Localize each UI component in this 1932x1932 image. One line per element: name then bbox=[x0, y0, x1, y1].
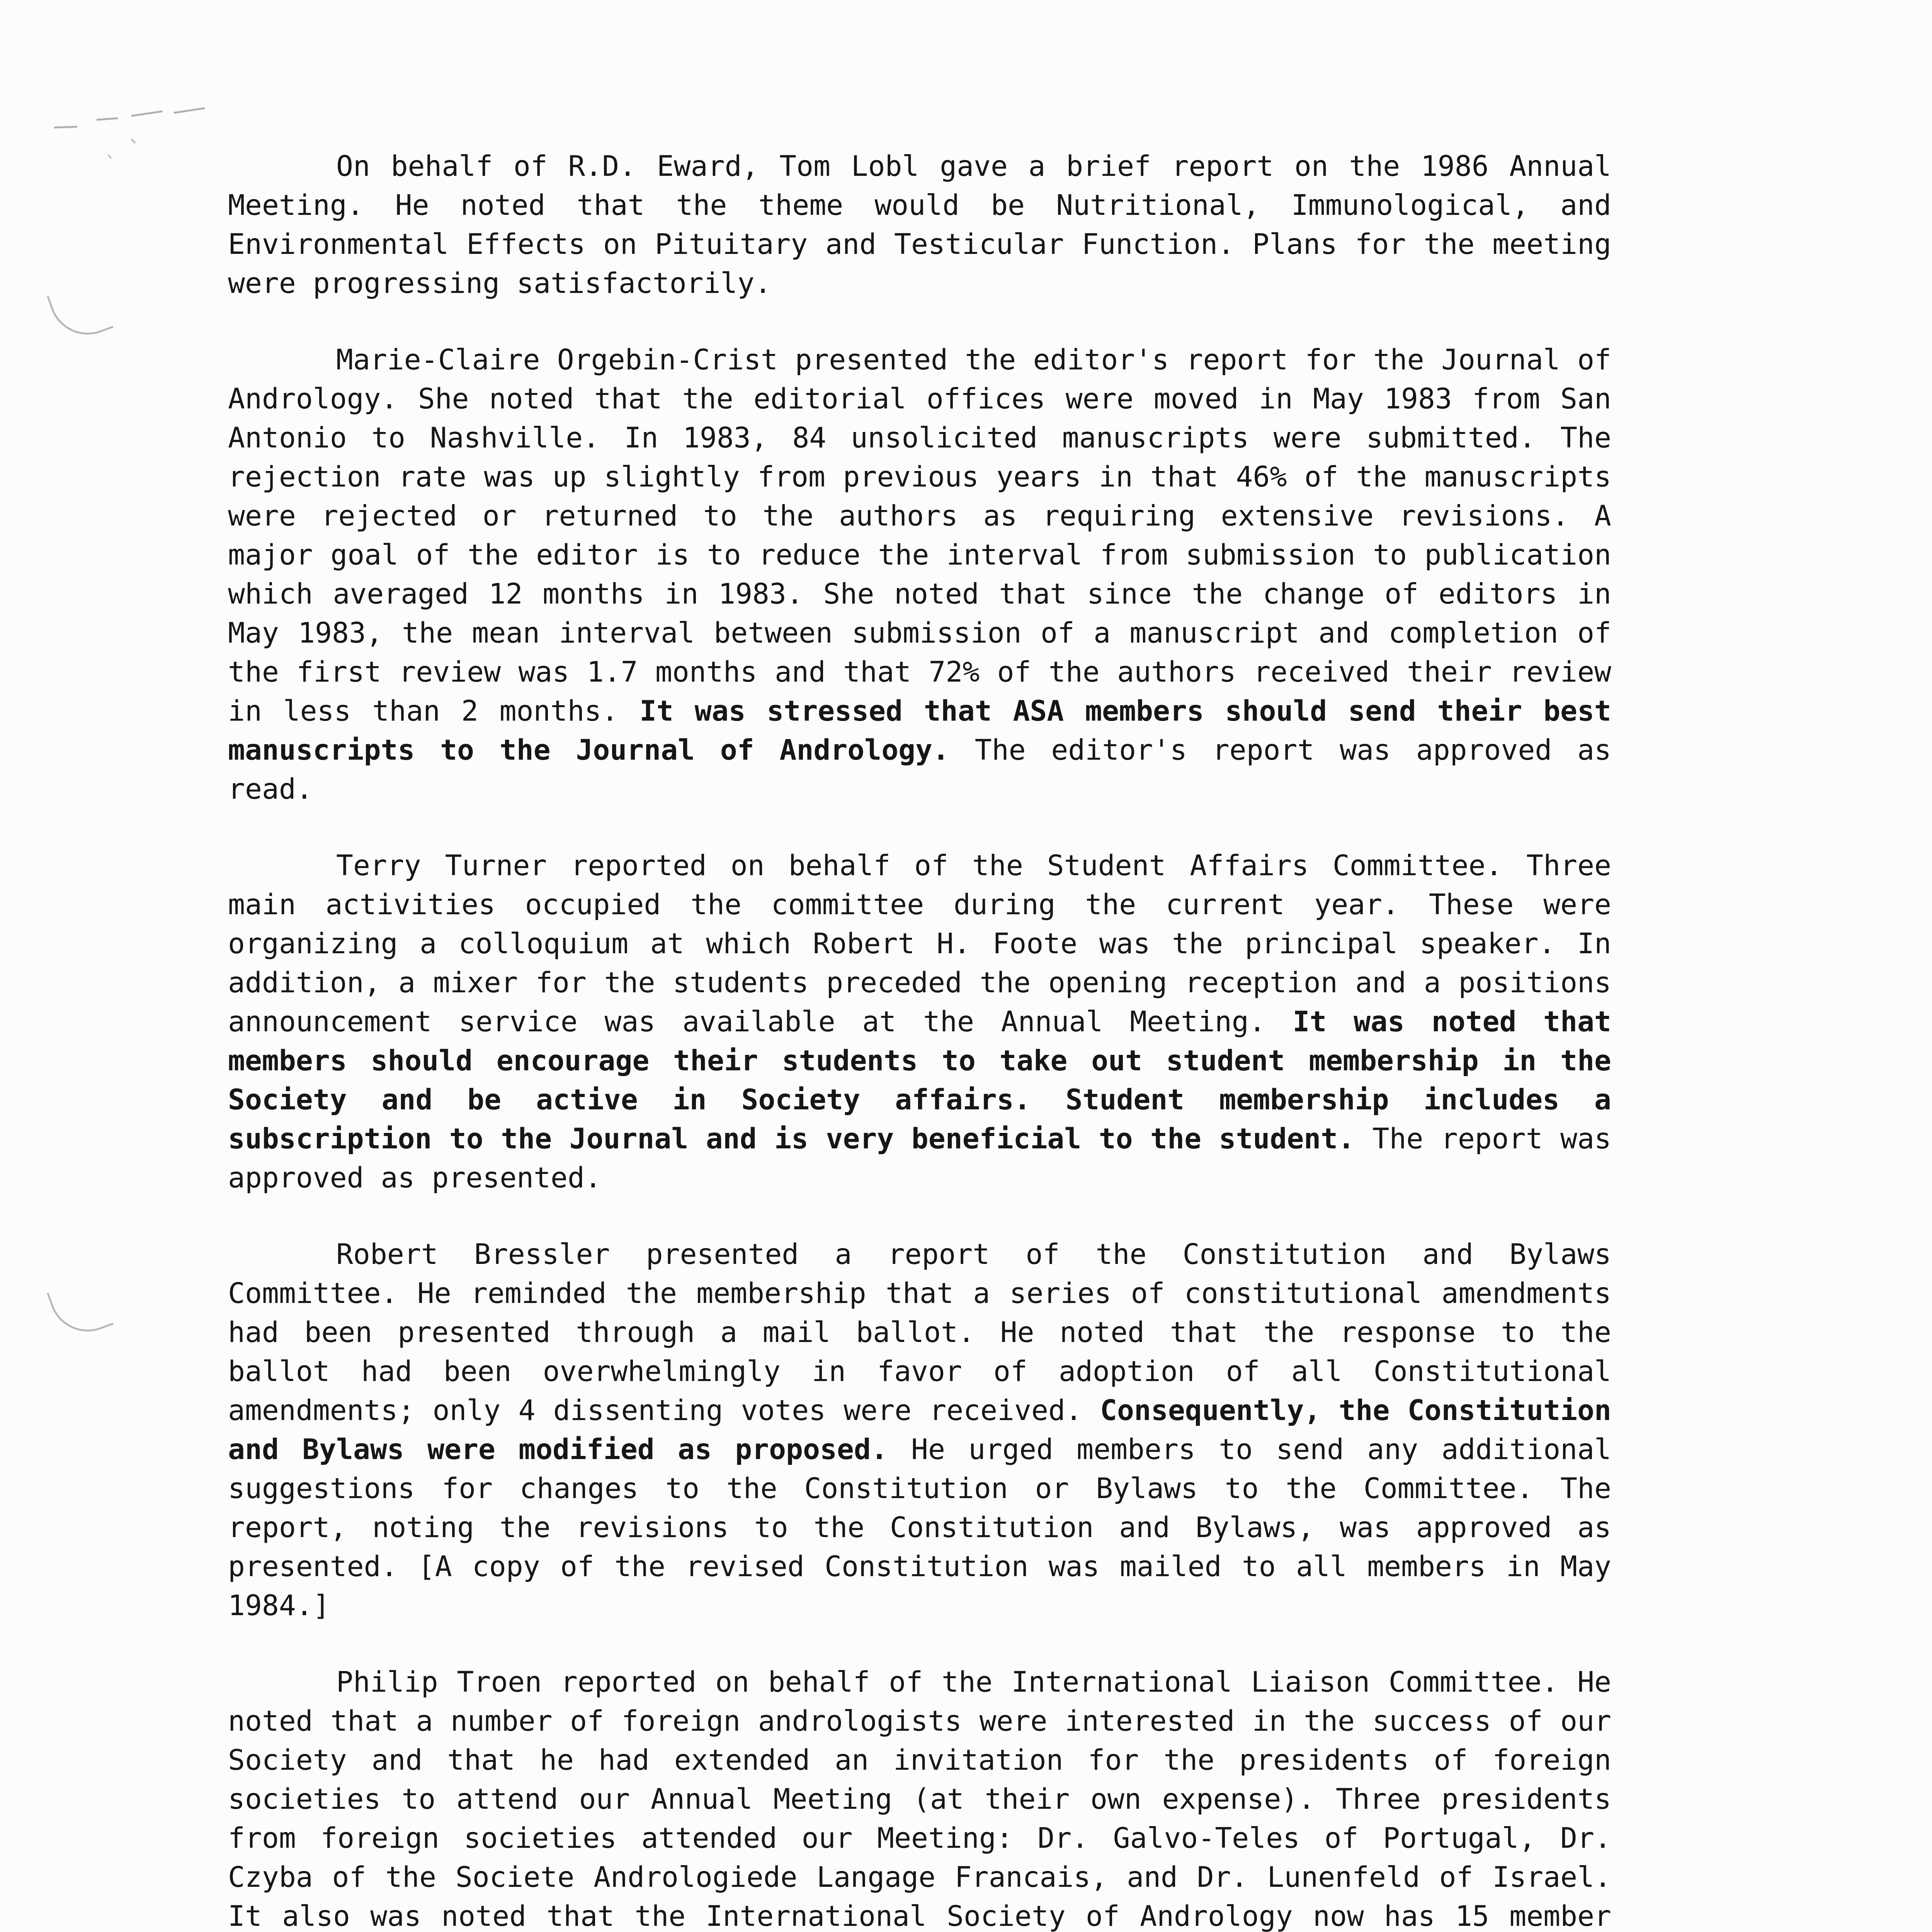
paragraph-annual-meeting bbox=[228, 147, 1611, 303]
paragraph-student-affairs bbox=[228, 846, 1611, 1197]
paragraph-text: Terry Turner reported on behalf of the Student Affairs Committee. Three main activities occupied the committee during the current year. These were organizing a colloquium at which Robert H. Foote was the principal speaker. In addition, a mixer for the students preceded the opening reception and a positions announcement service was available at the Annual Meeting. bbox=[228, 849, 1611, 1038]
document-body bbox=[228, 147, 1611, 1932]
paragraph-text: Philip Troen reported on behalf of the International Liaison Committee. He noted that a number of foreign andrologists were interested in the success of our Society and that he had extended an invitation for the presidents of foreign societies to attend our Annual Meeting (at their own expense). Three presidents from foreign societies attended our Meeting: Dr. Galvo-Teles of Portugal, Dr. Czyba of the Societe Andrologiede Langage Francais, and Dr. Lunenfeld of Israel. It also was noted that the International Society of Andrology now has 15 member bbox=[228, 1666, 1611, 1932]
paragraph-international-liaison bbox=[228, 1663, 1611, 1932]
binder-hole-top-icon bbox=[47, 279, 114, 345]
paragraph-text: The report was approved as presented. bbox=[228, 1122, 1612, 1194]
binder-hole-middle-icon bbox=[47, 1276, 114, 1342]
pencil-mark-icon bbox=[50, 104, 216, 162]
paragraph-text: On behalf of R.D. Eward, Tom Lobl gave a brief report on the 1986 Annual Meeting. He noted that the theme would be Nutritional, Immunological, and Environmental Effects on Pituitary and Testicular Function. Plans for the meeting were progressing satisfactorily. bbox=[228, 150, 1611, 300]
paragraph-emphasis: Consequently, the Constitution and Bylaws were modified as proposed. bbox=[228, 1394, 1611, 1466]
paragraph-text: Robert Bressler presented a report of the Constitution and Bylaws Committee. He reminded the membership that a series of constitutional amendments had been presented through a mail ballot. He noted that the response to the ballot had been overwhelmingly in favor of adoption of all Constitutional amendments; only 4 dissenting votes were received. bbox=[228, 1238, 1611, 1427]
paragraph-text: He urged members to send any additional suggestions for changes to the Constitution or Bylaws to the Committee. The report, noting the revisions to the Constitution and Bylaws, was approved as presented. [A copy of the revised Constitution was mailed to all members in May 1984.] bbox=[228, 1433, 1611, 1622]
paragraph-text: Marie-Claire Orgebin-Crist presented the editor's report for the Journal of Andrology. She noted that the editorial offices were moved in May 1983 from San Antonio to Nashville. In 1983, 84 unsolicited manuscripts were submitted. The rejection rate was up slightly from previous years in that 46% of the manuscripts were rejected or returned to the authors as requiring extensive revisions. A major goal of the editor is to reduce the interval from submission to publication which averaged 12 months in 1983. She noted that since the change of editors in May 1983, the mean interval between submission of a manuscript and completion of the first review was 1.7 months and that 72% of the authors received their review in less than 2 months. bbox=[228, 344, 1611, 728]
paragraph-editor-report bbox=[228, 340, 1611, 809]
paragraph-constitution-bylaws bbox=[228, 1235, 1611, 1625]
paragraph-emphasis: It was noted that members should encourage their students to take out student membership in the Society and be active in Society affairs. Student membership includes a subscription to the Journal and is very beneficial to the student. bbox=[228, 1005, 1611, 1155]
paragraph-text: The editor's report was approved as read. bbox=[228, 734, 1611, 806]
paragraph-emphasis: It was stressed that ASA members should send their best manuscripts to the Journal of Andrology. bbox=[228, 695, 1612, 767]
